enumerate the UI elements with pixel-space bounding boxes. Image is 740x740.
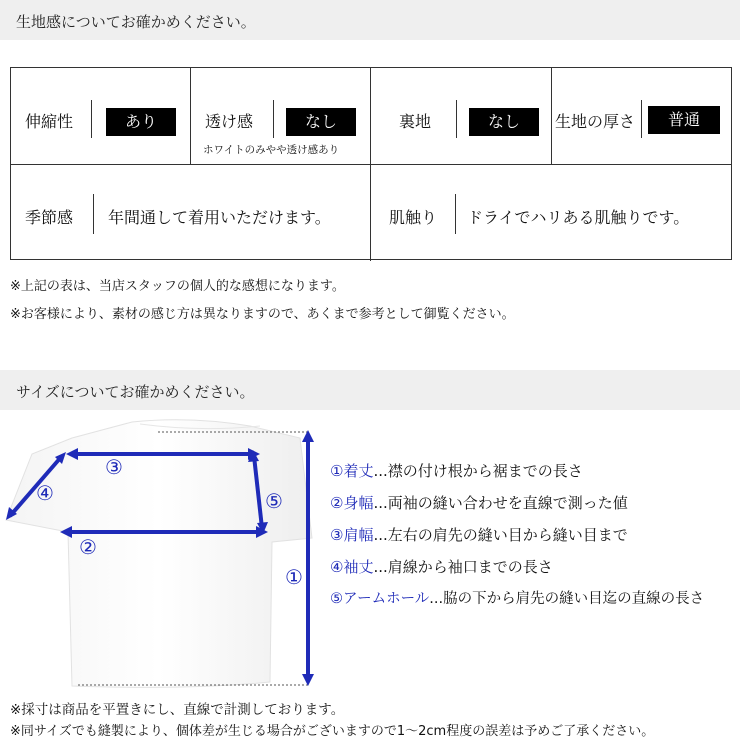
tshirt-shape (6, 420, 312, 688)
season-label: 季節感 (25, 208, 74, 227)
stretch-value-badge: あり (106, 108, 176, 136)
sheer-label: 透け感 (205, 112, 254, 131)
table-col-divider (190, 68, 191, 164)
size-note: ※採寸は商品を平置きにし、直線で計測しております。 (10, 702, 345, 718)
legend-number: ③ (330, 526, 344, 544)
legend-number: ④ (330, 558, 344, 576)
legend-desc: ...肩線から袖口までの長さ (373, 558, 553, 576)
legend-desc: ...左右の肩先の縫い目から縫い目まで (373, 526, 628, 544)
table-col-divider (370, 68, 371, 261)
size-section-title: サイズについてお確かめください。 (16, 383, 255, 401)
legend-term: 身幅 (343, 494, 374, 512)
size-section-header (0, 370, 740, 410)
sheer-value-badge: なし (286, 108, 356, 136)
cell-separator (456, 100, 457, 138)
texture-value: ドライでハリある肌触りです。 (467, 208, 690, 227)
fabric-section-header (0, 0, 740, 40)
cell-separator (273, 100, 274, 138)
arrowhead (302, 674, 314, 686)
fabric-note: ※上記の表は、当店スタッフの個人的な感想になります。 (10, 279, 345, 294)
legend-term: 着丈 (343, 462, 374, 480)
tshirt-diagram (0, 410, 320, 695)
legend-term: 肩幅 (343, 526, 374, 544)
legend-desc: ...脇の下から肩先の縫い目迄の直線の長さ (429, 591, 705, 607)
fabric-section-title: 生地感についてお確かめください。 (16, 13, 256, 31)
legend-item (330, 556, 553, 577)
lining-value-badge: なし (469, 108, 539, 136)
stretch-label: 伸縮性 (25, 112, 74, 131)
size-note: ※同サイズでも縫製により、個体差が生じる場合がございますので1〜2cm程度の誤差は予めご了承ください。 (10, 724, 655, 739)
legend-number: ② (330, 494, 344, 512)
table-col-divider (551, 68, 552, 164)
legend-desc: ...両袖の縫い合わせを直線で測った値 (373, 494, 628, 512)
cell-separator (91, 100, 92, 138)
sheer-note: ホワイトのみやや透け感あり (203, 144, 340, 156)
table-row-divider (11, 164, 731, 165)
thickness-value-badge: 普通 (648, 106, 720, 134)
legend-item (330, 587, 704, 608)
cell-separator (455, 194, 456, 234)
cell-separator (93, 194, 94, 234)
marker-1: ① (285, 565, 303, 589)
legend-number: ① (330, 462, 344, 480)
fabric-note: ※お客様により、素材の感じ方は異なりますので、あくまで参考として御覧ください。 (10, 307, 515, 322)
legend-term: 袖丈 (343, 558, 374, 576)
thickness-label: 生地の厚さ (555, 112, 636, 131)
legend-item (330, 492, 628, 513)
season-value: 年間通して着用いただけます。 (108, 208, 331, 227)
lining-label: 裏地 (399, 112, 432, 131)
legend-desc: ...襟の付け根から裾までの長さ (373, 462, 583, 480)
legend-item (330, 524, 628, 545)
texture-label: 肌触り (389, 208, 438, 227)
legend-number: ⑤ (330, 591, 343, 607)
marker-4: ④ (36, 481, 54, 505)
legend-term: アームホール (343, 591, 430, 607)
marker-3: ③ (105, 455, 123, 479)
marker-5: ⑤ (265, 489, 283, 513)
marker-2: ② (79, 535, 97, 559)
fabric-table (10, 67, 732, 260)
legend-item (330, 460, 583, 481)
cell-separator (641, 100, 642, 138)
